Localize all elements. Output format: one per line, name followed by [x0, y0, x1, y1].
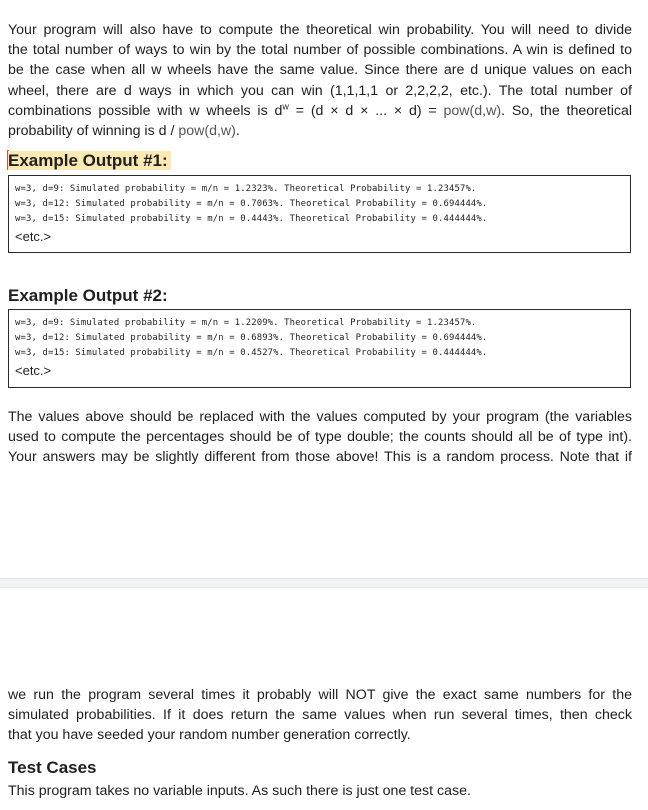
output-line: w=3, d=15: Simulated probability = m/n = 0.4443%. Theoretical Probability = 0.444444%. — [15, 214, 488, 224]
probability-line: probability of winning is d / pow(d,w). — [8, 123, 240, 140]
paragraph-line: used to compute the percentages should be of type double; the counts should all be of type int). — [8, 429, 632, 446]
paragraph-line: be the case when all w wheels have the same value. Since there are d unique values on each — [8, 62, 632, 79]
values-paragraph — [8, 407, 632, 468]
paragraph-line: wheel, there are d ways in which you can win (1,1,1,1 or 2,2,2,2, etc.). The total number of — [8, 82, 632, 99]
paragraph-line: Your answers may be slightly different from those above! This is a random process. Note that if — [8, 449, 632, 466]
etc-text: <etc.> — [15, 229, 52, 244]
intro-paragraph — [8, 20, 632, 141]
page-break — [0, 578, 648, 588]
example-2-heading: Example Output #2: — [8, 286, 168, 305]
paragraph-line: simulated probabilities. If it does return the same values when run several times, then check — [8, 707, 632, 724]
output-line: w=3, d=9: Simulated probability = m/n = 1.2209%. Theoretical Probability = 1.23457%. — [15, 318, 477, 328]
etc-text: <etc.> — [15, 363, 52, 378]
continued-paragraph — [8, 685, 632, 746]
paragraph-line: The values above should be replaced with the values computed by your program (the variables — [8, 409, 632, 425]
test-cases-heading: Test Cases — [8, 758, 97, 777]
example-2-output-box[interactable] — [8, 309, 631, 388]
output-line: w=3, d=15: Simulated probability = m/n = 0.4527%. Theoretical Probability = 0.444444%. — [15, 348, 488, 358]
paragraph-line: Your program will also have to compute the theoretical win probability. You will need to divide — [8, 22, 632, 38]
formula-line: combinations possible with w wheels is $d^w = (d \times d$ × ... × d) = pow(d,w). So, the theoretical — [8, 101, 632, 119]
output-line: w=3, d=12: Simulated probability = m/n = 0.7063%. Theoretical Probability = 0.694444%. — [15, 199, 488, 209]
paragraph-line: we run the program several times it probably will NOT give the exact same numbers for the — [8, 687, 632, 703]
example-1-heading[interactable]: Example Output #1: — [8, 149, 171, 173]
paragraph-line: that you have seeded your random number generation correctly. — [8, 727, 411, 744]
paragraph-line: the total number of ways to win by the total number of possible combinations. A win is defined to — [8, 42, 632, 59]
output-line: w=3, d=9: Simulated probability = m/n = 1.2323%. Theoretical Probability = 1.23457%. — [15, 184, 477, 194]
example-1-output-box[interactable] — [8, 175, 631, 253]
output-line: w=3, d=12: Simulated probability = m/n = 0.6893%. Theoretical Probability = 0.694444%. — [15, 333, 488, 343]
document-page-2 — [0, 588, 648, 810]
test-cases-text: This program takes no variable inputs. As such there is just one test case. — [8, 783, 471, 799]
